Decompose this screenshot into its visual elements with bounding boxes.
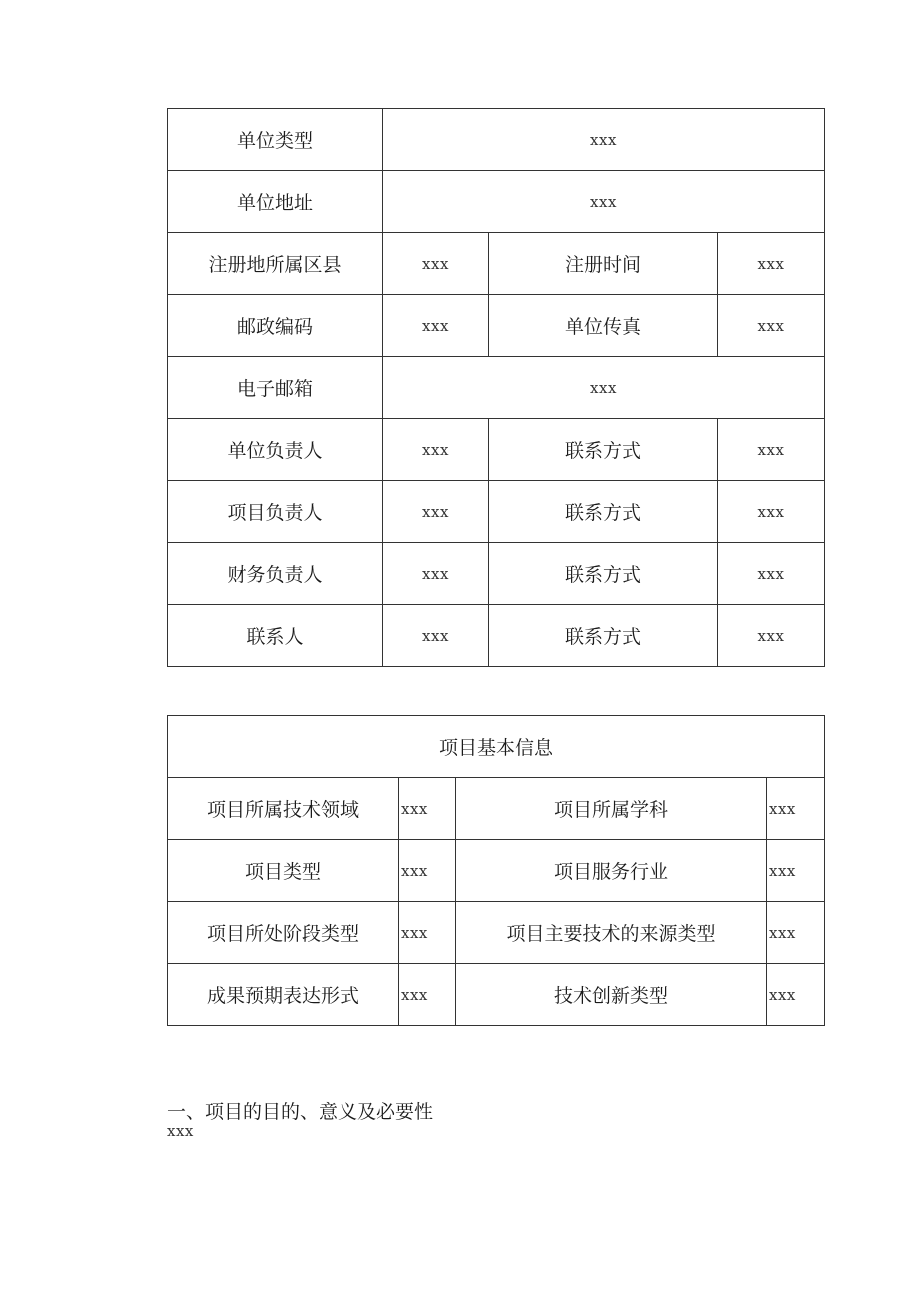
- finance-head-label: 财务负责人: [168, 543, 383, 605]
- postal-code-value: xxx: [383, 295, 489, 357]
- tech-field-value: xxx: [399, 778, 456, 840]
- contact-person-value: xxx: [383, 605, 489, 667]
- discipline-label: 项目所属学科: [456, 778, 767, 840]
- result-form-label: 成果预期表达形式: [168, 964, 399, 1026]
- project-type-label: 项目类型: [168, 840, 399, 902]
- tech-source-label: 项目主要技术的来源类型: [456, 902, 767, 964]
- unit-address-label: 单位地址: [168, 171, 383, 233]
- table-row: [168, 295, 825, 357]
- email-label: 电子邮箱: [168, 357, 383, 419]
- contact-method-value: xxx: [718, 605, 825, 667]
- contact-method-label: 联系方式: [489, 419, 718, 481]
- table-row: [168, 419, 825, 481]
- project-table-title: 项目基本信息: [168, 716, 825, 778]
- section-body-text: xxx: [167, 1122, 194, 1140]
- email-value: xxx: [383, 357, 825, 419]
- contact-method-label: 联系方式: [489, 481, 718, 543]
- table-row: [168, 171, 825, 233]
- project-head-value: xxx: [383, 481, 489, 543]
- contact-method-label: 联系方式: [489, 543, 718, 605]
- unit-type-value: xxx: [383, 109, 825, 171]
- fax-label: 单位传真: [489, 295, 718, 357]
- contact-person-label: 联系人: [168, 605, 383, 667]
- postal-code-label: 邮政编码: [168, 295, 383, 357]
- table-row: [168, 716, 825, 778]
- table-row: [168, 481, 825, 543]
- table-row: [168, 357, 825, 419]
- tech-source-value: xxx: [767, 902, 825, 964]
- discipline-value: xxx: [767, 778, 825, 840]
- reg-county-value: xxx: [383, 233, 489, 295]
- contact-method-label: 联系方式: [489, 605, 718, 667]
- reg-time-value: xxx: [718, 233, 825, 295]
- innovation-type-value: xxx: [767, 964, 825, 1026]
- table-row: [168, 840, 825, 902]
- contact-method-value: xxx: [718, 481, 825, 543]
- result-form-value: xxx: [399, 964, 456, 1026]
- table-row: [168, 543, 825, 605]
- unit-head-value: xxx: [383, 419, 489, 481]
- innovation-type-label: 技术创新类型: [456, 964, 767, 1026]
- table-row: [168, 109, 825, 171]
- project-head-label: 项目负责人: [168, 481, 383, 543]
- section-heading: 一、项目的目的、意义及必要性: [167, 1101, 434, 1123]
- table-row: [168, 902, 825, 964]
- service-industry-value: xxx: [767, 840, 825, 902]
- unit-type-label: 单位类型: [168, 109, 383, 171]
- fax-value: xxx: [718, 295, 825, 357]
- contact-method-value: xxx: [718, 419, 825, 481]
- contact-method-value: xxx: [718, 543, 825, 605]
- unit-address-value: xxx: [383, 171, 825, 233]
- reg-county-label: 注册地所属区县: [168, 233, 383, 295]
- unit-info-table: [167, 108, 825, 667]
- stage-type-value: xxx: [399, 902, 456, 964]
- project-info-table: [167, 715, 825, 1026]
- table-row: [168, 233, 825, 295]
- finance-head-value: xxx: [383, 543, 489, 605]
- table-row: [168, 605, 825, 667]
- service-industry-label: 项目服务行业: [456, 840, 767, 902]
- stage-type-label: 项目所处阶段类型: [168, 902, 399, 964]
- table-row: [168, 778, 825, 840]
- project-type-value: xxx: [399, 840, 456, 902]
- reg-time-label: 注册时间: [489, 233, 718, 295]
- tech-field-label: 项目所属技术领域: [168, 778, 399, 840]
- table-row: [168, 964, 825, 1026]
- unit-head-label: 单位负责人: [168, 419, 383, 481]
